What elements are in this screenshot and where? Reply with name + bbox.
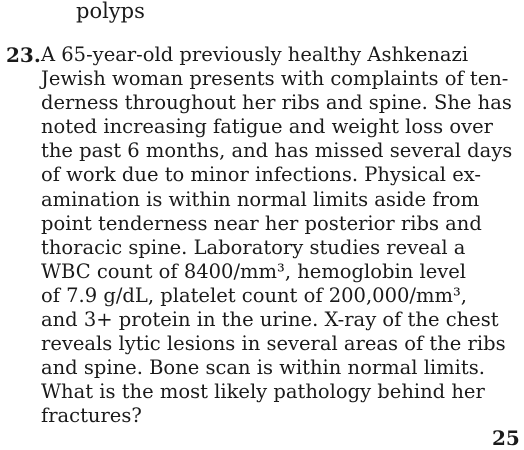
question-line: point tenderness near her posterior ribs and [41,211,482,235]
question-line: amination is within normal limits aside from [41,187,480,211]
question-line: What is the most likely pathology behind her [41,380,485,404]
question-line: and 3+ protein in the urine. X-ray of the chest [41,308,499,332]
question-line: and spine. Bone scan is within normal limits. [41,356,485,380]
question-line: Jewish woman presents with complaints of ten- [41,67,509,91]
question-line: reveals lytic lesions in several areas of the ribs [41,332,506,356]
previous-question-fragment: polyps [76,0,145,23]
page-number: 25 [492,426,520,450]
question-line: of work due to minor infections. Physical ex- [41,163,481,187]
question-line: noted increasing fatigue and weight loss over [41,115,493,139]
question-line: of 7.9 g/dL, platelet count of 200,000/mm³, [41,283,467,307]
question-number: 23. [6,43,41,67]
question-line: WBC count of 8400/mm³, hemoglobin level [41,259,467,283]
question-line: A 65-year-old previously healthy Ashkenazi [41,43,469,66]
question-text [41,43,513,429]
question-line: fractures? [41,404,142,428]
question-line: thoracic spine. Laboratory studies reveal a [41,235,466,259]
question-line: the past 6 months, and has missed several days [41,139,513,163]
question-line: derness throughout her ribs and spine. She has [41,91,512,115]
